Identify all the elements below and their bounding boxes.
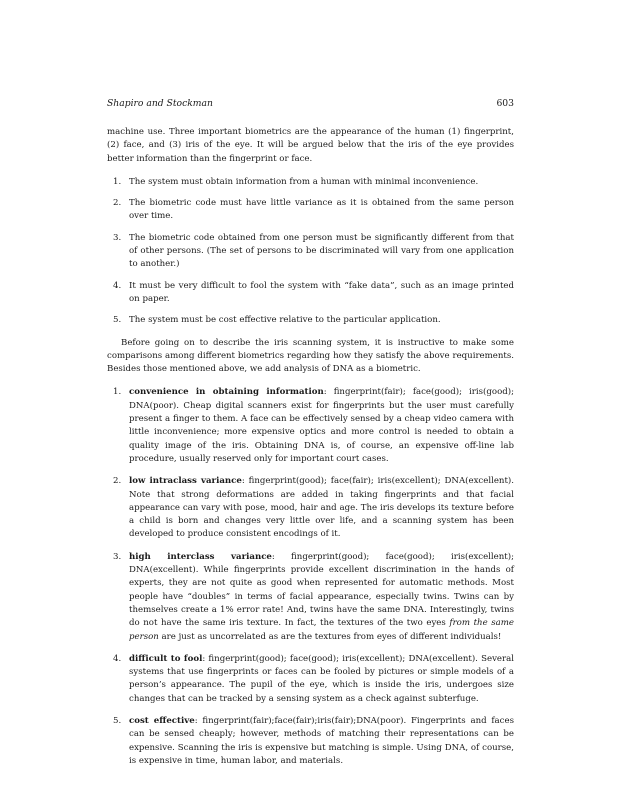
item-text: The system must be cost effective relative to the particular application. xyxy=(129,315,441,326)
criterion-text: : fingerprint(good); face(good); iris(excellent); DNA(excellent). While fingerprints provide excellent discrimination in the hands of experts, they are not quite as good when represented for automatic methods. Most people have “doubles” in terms of facial appearance, especially twins. Twins can by themselves create a 1% error rate! And, twins have the same DNA. Interestingly, twins do not have the same iris texture. In fact, the textures of the two eyes xyxy=(129,551,515,629)
criterion-text: : fingerprint(good); face(fair); iris(excellent); DNA(excellent). Note that strong deformations are added in taking fingerprints and that facial appearance can vary with pose, mood, hair and age. The iris develops its texture before a child is born and changes very little over life, and a scanning system has been developed to produce consistent encodings of it. xyxy=(129,476,514,540)
list-item xyxy=(107,176,514,189)
item-number: 4. xyxy=(113,280,122,291)
header-authors: Shapiro and Stockman xyxy=(107,98,213,109)
item-text: The biometric code obtained from one person must be significantly different from that of other persons. (The set of persons to be discriminated will vary from one application to another.) xyxy=(129,232,514,270)
list-item xyxy=(107,314,514,327)
list-item xyxy=(107,653,514,706)
criterion-term: difficult to fool xyxy=(129,653,203,664)
list-item xyxy=(107,386,514,466)
list-item xyxy=(107,551,514,644)
list-item xyxy=(107,280,514,307)
list-item xyxy=(107,475,514,541)
criterion-text: : fingerprint(good); face(good); iris(excellent); DNA(excellent). Several systems that use fingerprints or faces can be fooled by pictures or simple models of a person’s appearance. The pupil of the eye, which is inside the iris, undergoes size changes that can be tracked by a sensing system as a check against subterfuge. xyxy=(129,653,514,704)
criterion-emphasis: from the same person xyxy=(129,618,514,642)
list-item xyxy=(107,197,514,224)
criterion-term: low intraclass variance xyxy=(129,476,242,487)
item-number: 1. xyxy=(113,387,122,398)
item-text: The biometric code must have little variance as it is obtained from the same person over time. xyxy=(129,198,514,222)
item-number: 2. xyxy=(113,476,122,487)
document-page xyxy=(107,97,514,777)
running-header xyxy=(107,97,514,111)
item-number: 1. xyxy=(113,176,122,187)
item-number: 5. xyxy=(113,315,122,326)
item-number: 3. xyxy=(113,551,122,562)
criterion-term: high interclass variance xyxy=(129,551,272,562)
comparison-paragraph: Before going on to describe the iris scanning system, it is instructive to make some comparisons among different biometrics regarding how they satisfy the above requirements. Besides those mentioned above, we add analysis of DNA as a biometric. xyxy=(107,337,514,375)
item-number: 4. xyxy=(113,653,122,664)
item-text: It must be very difficult to fool the system with “fake data”, such as an image printed on paper. xyxy=(129,280,514,304)
item-number: 3. xyxy=(113,232,122,243)
intro-paragraph: machine use. Three important biometrics are the appearance of the human (1) fingerprint, (2) face, and (3) iris of the eye. It will be argued below that the iris of the eye provides better information than the fingerprint or face. xyxy=(107,127,514,164)
criterion-text-end: are just as uncorrelated as are the textures from eyes of different individuals! xyxy=(158,631,502,642)
item-number: 2. xyxy=(113,198,122,209)
criteria-list xyxy=(107,386,514,768)
item-text: The system must obtain information from a human with minimal inconvenience. xyxy=(129,176,479,187)
requirements-list xyxy=(107,176,514,328)
page-number: 603 xyxy=(496,98,514,109)
list-item xyxy=(107,715,514,768)
item-number: 5. xyxy=(113,715,122,726)
criterion-term: cost effective xyxy=(129,715,195,726)
criterion-text: : fingerprint(fair);face(fair);iris(fair);DNA(poor). Fingerprints and faces can be sensed cheaply; however, methods of matching their representations can be expensive. Scanning the iris is expensive but matching is simple. Using DNA, of course, is expensive in time, human labor, and materials. xyxy=(129,715,514,766)
criterion-text: : fingerprint(fair); face(good); iris(good); DNA(poor). Cheap digital scanners exist for fingerprints but the user must carefully present a finger to them. A face can be effectively sensed by a cheap video camera with little inconvenience; more expensive optics and more control is needed to obtain a quality image of the iris. Obtaining DNA is, of course, an expensive off-line lab procedure, usually reserved only for important court cases. xyxy=(129,387,514,464)
criterion-term: convenience in obtaining information xyxy=(129,387,324,398)
list-item xyxy=(107,232,514,272)
